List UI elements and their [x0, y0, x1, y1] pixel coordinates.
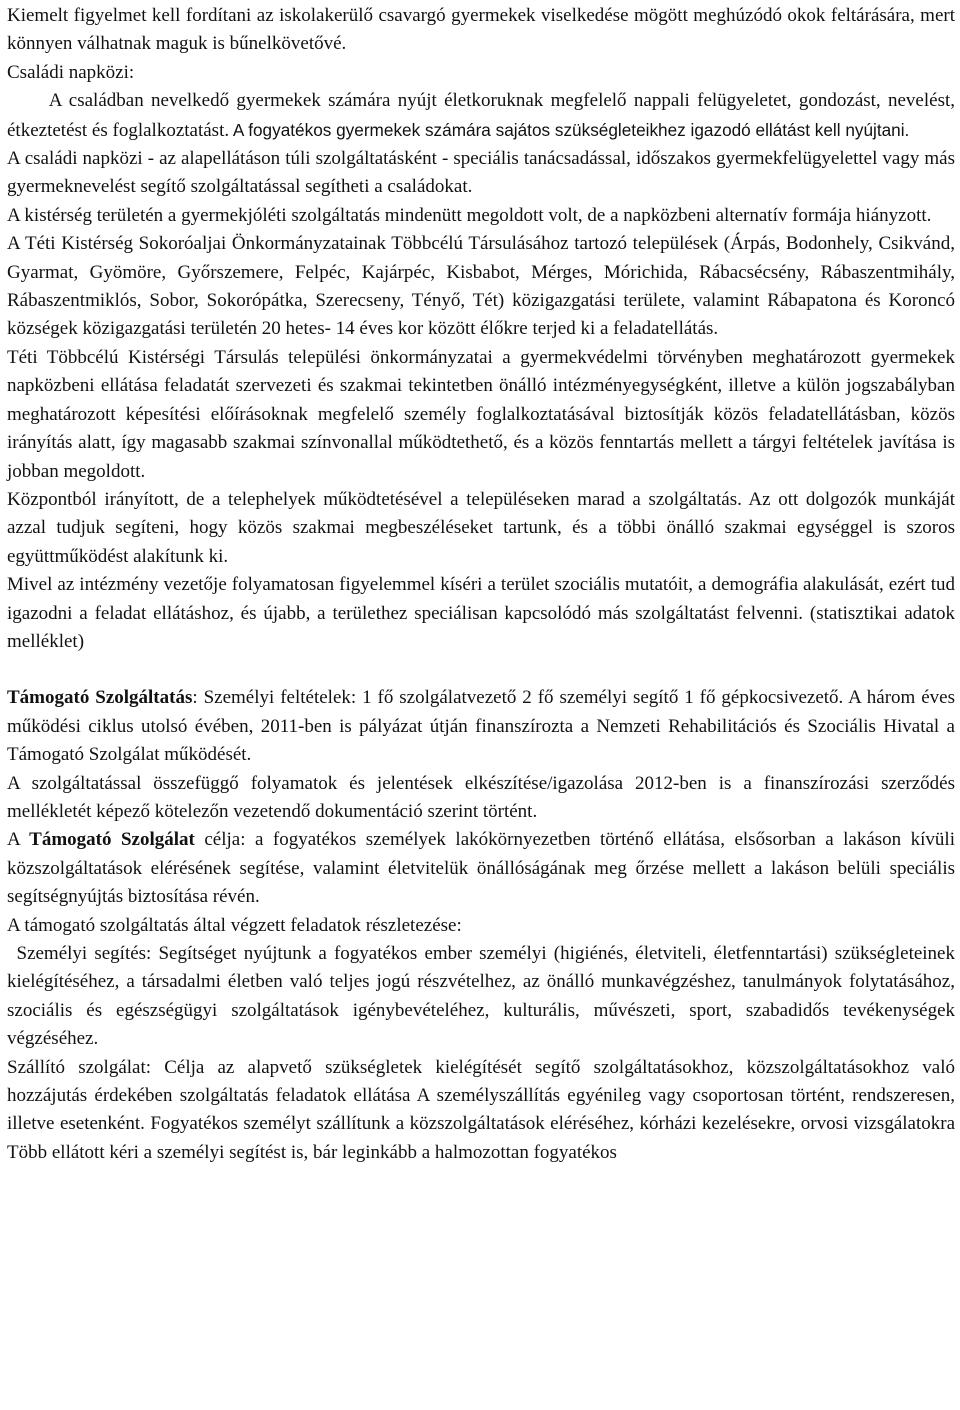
- text-celja-prefix: A: [7, 829, 30, 851]
- paragraph-tamogato-szolgaltatas: [7, 684, 955, 769]
- paragraph-iskolakerules: Kiemelt figyelmet kell fordítani az iskolakerülő csavargó gyermekek viselkedése mögött meghúzódó okok feltárására, mert könnyen válhatnak maguk is bűnelkövetővé.: [7, 5, 955, 55]
- label-tamogato-szolgalat: Támogató Szolgálat: [29, 829, 195, 851]
- paragraph-telepulesek: A Téti Kistérség Sokoróaljai Önkormányzatainak Többcélú Társulásához tartozó települések (Árpás, Bodonhely, Csikvánd, Gyarmat, Gyömöre, Győrszemere, Felpéc, Kajárpéc, Kisbabot, Mérges, Mórichida, Rábacsécsény, Rábaszentmihály, Rábaszentmiklós, Sobor, Sokorópátka, Szerecseny, Tényő, Tét) közigazgatási területe, valamint Rábapatona és Koroncó községek közigazgatási területén 20 hetes- 14 éves kor között élőkre terjed ki a feladatellátás.: [7, 233, 955, 340]
- paragraph-feladatok-reszletezese: A támogató szolgáltatás által végzett feladatok részletezése:: [7, 914, 462, 936]
- text-celja: célja: a fogyatékos személyek lakókörnyezetben történő ellátása, elsősorban a lakáson kívüli közszolgáltatások elérésének segítése, valamint életvitelük önállóságának meg őrzése mellett a lakáson belüli speciális segítségnyújtás biztosítása révén.: [7, 829, 955, 908]
- paragraph-kozpont: Központból irányított, de a telephelyek működtetésével a településeken marad a szolgáltatás. Az ott dolgozók munkáját azzal tudjuk segíteni, hogy közös szakmai megbeszéléseket tartunk, és a többi önálló szakmai egységgel is szoros együttműködést alakítunk ki.: [7, 488, 955, 567]
- paragraph-szallito-szolgalat: Szállító szolgálat: Célja az alapvető szükségletek kielégítését segítő szolgáltatásokhoz, közszolgáltatásokhoz való hozzájutás érdekében szolgáltatás feladatok ellátása A személyszállítás egyénileg vagy csoportosan történt, rendszeresen, illetve esetenként. Fogyatékos személyt szállítunk a közszolgáltatások eléréséhez, kórházi kezelésekre, orvosi vizsgálatokra Több ellátott kéri a személyi segítést is, bár leginkább a halmozottan fogyatékos: [7, 1056, 955, 1163]
- paragraph-csaladi-napkozi-intro: [7, 87, 955, 145]
- label-tamogato-szolgaltatas: Támogató Szolgáltatás: [7, 687, 193, 709]
- heading-csaladi-napkozi: Családi napközi:: [7, 61, 135, 83]
- paragraph-szemelyi-segites: Személyi segítés: Segítséget nyújtunk a fogyatékos ember személyi (higiénés, életviteli, életfenntartási) szükségleteinek kielégítéséhez, a társadalmi életben való teljes jogú részvételhez, az önálló munkavégzéshez, tanulmányok folytatásához, szociális és egészségügyi szolgáltatások igénybevételéhez, kulturális, művészeti, sport, szabadidős tevékenységek végzéséhez.: [7, 943, 955, 1050]
- paragraph-intezmeny-vezeto: Mivel az intézmény vezetője folyamatosan figyelemmel kíséri a terület szociális mutatóit, a demográfia alakulását, ezért tud igazodni a feladat ellátáshoz, és újabb, a területhez speciálisan kapcsolódó más szolgáltatást felvenni. (statisztikai adatok melléklet): [7, 574, 955, 652]
- text-fogyatekos-gyermekek: A fogyatékos gyermekek számára sajátos szükségleteikhez igazodó ellátást kell nyújtani.: [229, 119, 910, 140]
- paragraph-csaladi-napkozi-tanacsadas: A családi napközi - az alapellátáson túli szolgáltatásként - speciális tanácsadással, időszakos gyermekfelügyelettel vagy más gyermeknevelést segítő szolgáltatással segítheti a családokat.: [7, 148, 955, 198]
- paragraph-folyamatok: A szolgáltatással összefüggő folyamatok és jelentések elkészítése/igazolása 2012-ben is a finanszírozási szerződés mellékletét képező kötelezőn vezetendő dokumentáció szerint történt.: [7, 772, 955, 822]
- paragraph-szolgalat-celja: [7, 826, 955, 911]
- paragraph-tarsulas: Téti Többcélú Kistérségi Társulás települési önkormányzatai a gyermekvédelmi törvényben meghatározott gyermekek napközbeni ellátása feladatát szervezeti és szakmai tekintetben önálló intézményegységként, illetve a külön jogszabályban meghatározott képesítési előírásoknak megfelelő személy foglalkoztatásával biztosítják közös feladatellátásban, közös irányítás alatt, így magasabb szakmai színvonallal működtethető, és a közös fenntartás mellett a tárgyi feltételek javítása is jobban megoldott.: [7, 346, 955, 482]
- text-csaladi-napkozi-intro: A családban nevelkedő gyermekek számára nyújt életkoruknak megfelelő nappali felügyeletet, gondozást, nevelést, étkeztetést és foglalkoztatást.: [7, 90, 955, 141]
- paragraph-kisterseg-gyermekjolet: A kistérség területén a gyermekjóléti szolgáltatás mindenütt megoldott volt, de a napközbeni alternatív formája hiányzott.: [7, 204, 932, 226]
- text-szemelyi-feltetelek: : Személyi feltételek: 1 fő szolgálatvezető 2 fő személyi segítő 1 fő gépkocsivezető. A három éves működési ciklus utolsó évében, 2011-ben is pályázat útján finanszírozta a Nemzeti Rehabilitációs és Szociális Hivatal a Támogató Szolgálat működését.: [7, 687, 956, 766]
